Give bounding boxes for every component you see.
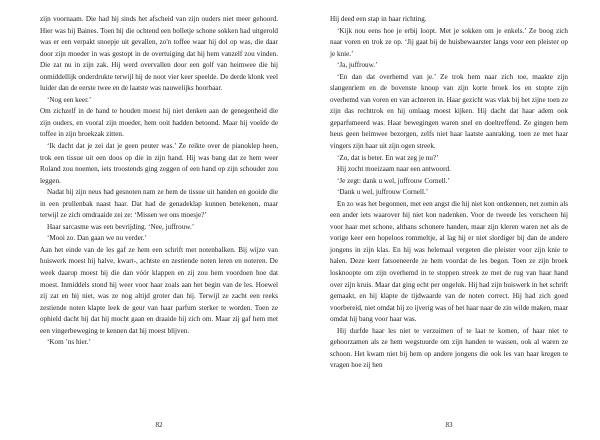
left-page-text	[40, 14, 278, 349]
right-page	[300, 0, 600, 440]
paragraph: ‘Nog een keer.’	[47, 95, 92, 104]
page-number: 82	[155, 421, 163, 429]
paragraph: Aan het einde van de les gaf ze hem een schrift met notenbalken. Bij wijze van huiswerk moest hij halve, kwart-, achtste en zestiende noten leren en noteren. De week daarop moest hij die dan vóór klappen en zij zou hem voordoen hoe dat moest. Inmiddels stond hij weer voor haar zoals aan het begin van de les. Hoewel zij zat en hij niet, was ze nog altijd groter dan hij. Terwijl ze zacht een reeks zestiende noten klapte leek de geur van haar parfum sterker te worden. Toen ze ophield dacht hij dat hij mocht gaan en draaide hij zich om. Maar zij gaf hem met een vingerbeweging te kennen dat hij moest blijven.	[40, 245, 278, 335]
paragraph: ‘Kom ’ns hier.’	[47, 338, 91, 347]
paragraph: ‘Mooi zo. Dan gaan we nu verder.’	[47, 234, 147, 243]
paragraph: ‘Zo, dat is beter. En wat zeg je nu?’	[337, 153, 439, 162]
paragraph: Haar sarcasme was een bevrijding. ‘Nee, juffrouw.’	[47, 222, 195, 231]
paragraph: ‘En dan dat overhemd van je.’ Ze trok hem naar zich toe, maakte zijn slangenriem en de bovenste knoop van zijn korte broek los en stopte zijn overhemd van voren en van achteren in. Haar gezicht was vlak bij het zijne toen ze zijn das rechttrok en hij omlaag moest kijken. Hij dacht dat haar adem ook geparfumeerd was. Haar bewegingen waren snel en doeltreffend. Ze gingen hem heus geen heimwee bezorgen, zelfs niet haar laatste aanraking, toen ze met haar vingers zijn haar uit zijn ogen streek.	[330, 72, 568, 151]
paragraph: ‘Kijk nou eens hoe je erbij loopt. Met je sokken om je enkels.’ Ze boog zich naar voren en trok ze op. ‘Jij gaat bij de huisbewaarster langs voor een pleister op je knie.’	[330, 26, 568, 58]
paragraph: ‘Dank u wel, juffrouw Cornell.’	[337, 188, 429, 197]
paragraph: ‘Je zegt: dank u wel, juffrouw Cornell.’	[337, 176, 450, 185]
paragraph: En zo was het begonnen, met een angst die hij niet kon ontkennen, net zomin als een ander iets waarover hij niet kon nadenken. Voor de tweede les verscheen hij voor haar met schone, althans schonere handen, maar zijn kleren waren net als de vorige keer een hopeloos rommeltje, al lag hij er niet slordiger bij dan de andere jongens in zijn klas. En hij was helemaal vergeten die pleister voor zijn knie te halen. Deze keer fatsoeneerde ze hem voordat de les begon. Toen ze zijn broek losknoopte om zijn overhemd in te stoppen streek ze met de rug van haar hand over zijn kruis. Maar dat ging echt per ongeluk. Hij had zijn huiswerk in het schrift gemaakt, en hij klapte de tijdwaarde van de noten correct. Hij had zich goed voorbereid, niet omdat hij zo ijverig was of het haar naar de zin wilde maken, maar omdat hij bang voor haar was.	[330, 199, 568, 324]
paragraph: Hij deed een stap in haar richting.	[330, 15, 427, 23]
paragraph: zijn voornaam. Die had hij sinds het afscheid van zijn ouders niet meer gehoord. Hier was hij Baines. Toen hij die ochtend een bolletje schone sokken had uitgerold was er een verpakt snoepje uit gevallen, zo'n toffee waar hij dol op was, die daar door zijn moeder in was gestopt in de overtuiging dat hij hem vanzelf zou vinden. Die zat nu in zijn zak. Hij werd overvallen door een golf van heimwee die hij onmiddellijk onderdrukte terwijl hij de noot vier keer speelde. De derde klonk veel luider dan de eerste twee en de laatste was nauwelijks hoorbaar.	[40, 15, 278, 93]
right-page-text	[330, 14, 568, 372]
paragraph: Nadat hij zijn neus had gesnoten nam ze hem de tissue uit handen en gooide die in een prullenbak naast haar. Dat had de genadeklap kunnen betekenen, maar terwijl ze zich omdraaide zei ze: ‘Missen we ons moesje?’	[40, 188, 278, 220]
paragraph: ‘Ja, juffrouw.’	[337, 61, 378, 70]
paragraph: Om zichzelf in de hand te houden moest hij niet denken aan de genegenheid die zijn ouders, en vooral zijn moeder, hem ooit hadden betoond. Maar hij voelde de toffee in zijn broekzak zitten.	[40, 107, 278, 139]
page-number: 83	[445, 421, 453, 429]
paragraph: ‘Ik dacht dat je zei dat je geen peuter was.’ Ze reikte over de pianoklep heen, trok een tissue uit een doos op die in zijn hand. Hij was bang dat ze hem weer Roland zou noemen, iets troostends ging zeggen of een hand op zijn schouder zou leggen.	[40, 142, 278, 185]
paragraph: Hij durfde haar les niet te verzuimen of te laat te komen, of haar niet te gehoorzamen als ze hem wegstuurde om zijn handen te wassen, ook al waren ze schoon. Het kwam niet bij hem op andere jongens die ook les van haar kregen te vragen hoe zij hen	[330, 326, 568, 370]
paragraph: Hij zocht moeizaam naar een antwoord.	[337, 165, 451, 174]
